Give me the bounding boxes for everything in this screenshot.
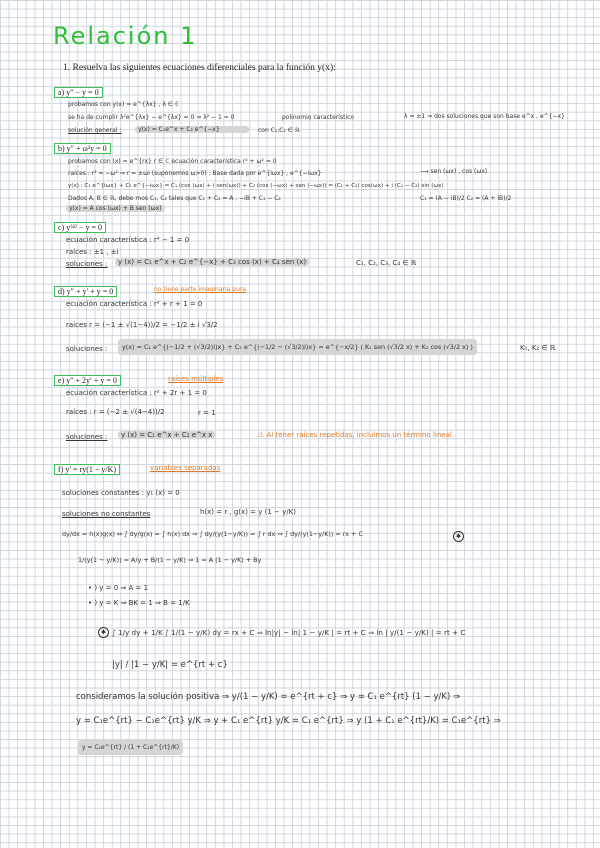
section-d-note: no tiene parte imaginaria pura xyxy=(154,286,247,293)
section-a-line2: se ha de cumplir λ²e^{λx} − e^{λx} = 0 ⇒ λ² − 1 = 0 xyxy=(68,114,235,121)
section-f-line7: ∫ 1/y dy + 1/K ∫ 1/(1 − y/K) dy = rx + C ⇒ ln|y| − ln| 1 − y/K | = rt + C ⇒ ln | y/(1 − y/K) | = rt + C xyxy=(112,628,466,637)
section-a-general-solution: y(x) = C₁e^x + C₂ e^{−x} xyxy=(135,126,249,133)
star-marker-icon: ✱ xyxy=(98,627,109,638)
page-title: Relación 1 xyxy=(53,22,198,50)
section-b-label: b) y″ + ω²y = 0 xyxy=(54,143,111,154)
section-c-line1: ecuación característica : r⁴ − 1 = 0 xyxy=(66,236,190,244)
section-f-line1: soluciones constantes : y₁ (x) = 0 xyxy=(62,489,180,497)
section-b-line1: probamos con (x) = e^{rx} r ∈ ℂ ecuación característica r² + ω² = 0 xyxy=(68,158,277,165)
section-d-sol-label: soluciones : xyxy=(66,345,108,353)
section-a-label: a) y″ − y = 0 xyxy=(54,87,103,98)
section-f-line2: soluciones no constantes xyxy=(62,510,151,518)
section-f-note: variables separadas xyxy=(150,464,221,472)
section-f-line4: 1/(y(1 − y/K)) = A/y + B/(1 − y/K) ⇒ 1 = A (1 − y/K) + By xyxy=(78,556,262,564)
section-b-constants: C₁ = (A − iB)/2 C₂ = (A + iB)/2 xyxy=(420,195,512,202)
section-e-line1: ecuación característica : r² + 2r + 1 = 0 xyxy=(66,389,207,397)
section-a-constants: con C₁,C₂ ∈ ℝ xyxy=(258,127,300,134)
section-e-label: e) y″ + 2y′ + y = 0 xyxy=(54,375,121,386)
section-d-label: d) y″ + y′ + y = 0 xyxy=(54,286,117,297)
section-d-line2: raíces r = (−1 ± √(1−4))/2 = −1/2 ± i √3/2 xyxy=(66,321,218,329)
section-e-root: r = 1 xyxy=(198,409,216,417)
section-e-note: raíces múltiples xyxy=(168,375,224,383)
section-b-line3: y(x) : C₁ e^{iωx} + C₂ e^{−iωx} = C₁ (cos (ωx) + i sen(ωx)) + C₂ (cos (−ωx) + sen (−ωx)) = (C₁ + C₂) cos(ωx) + i (C₁ − C₂) sin (ωx) xyxy=(68,183,444,189)
section-c-sol-label: soluciones : xyxy=(66,260,108,268)
section-f-line5: • ) y = 0 ⇒ A = 1 xyxy=(88,584,149,592)
section-f-line3: dy/dx = h(x)g(x) ⇔ ∫ dy/g(x) = ∫ h(x) dx ⇒ ∫ dy/(y(1−y/K)) = ∫ r dx ⇒ ∫ dy/(y(1−y/K)) = rx + C xyxy=(62,530,363,538)
problem-statement: 1. Resuelva las siguientes ecuaciones diferenciales para la función y(x): xyxy=(63,63,336,73)
section-c-label: c) y⁽⁴⁾ − y = 0 xyxy=(54,222,106,233)
section-f-line8: |y| / |1 − y/K| = e^{rt + c} xyxy=(112,660,228,670)
section-e-sol-label: soluciones : xyxy=(66,433,108,441)
section-b-solution: y(x) = A cos (ωx) + B sen (ωx) xyxy=(66,205,165,212)
section-a-roots: λ = ±1 ⇒ dos soluciones que son base e^x , e^{−x} xyxy=(404,113,565,120)
section-f-label: f) y′ = ry(1 − y/K) xyxy=(54,464,120,475)
section-d-solution: y(x) = C₁ e^{(−1/2 + (√3/2)i)x} + C₂ e^{(−1/2 − (√3/2)i)x} = e^{−x/2} ( K₁ sen (√3/2 x) + K₂ cos (√3/2 x) ) xyxy=(118,339,477,355)
section-e-warning: ⚠ Al tener raíces repetidas, incluimos un término lineal xyxy=(258,431,452,439)
section-f-final-solution: y = C₁e^{rt} / (1 + C₁e^{rt}/K) xyxy=(78,740,183,755)
section-e-line2: raíces : r = (−2 ± √(4−4))/2 xyxy=(66,408,165,416)
section-d-line1: ecuación característica : r² + r + 1 = 0 xyxy=(66,300,203,308)
section-a-general-label: solución general : xyxy=(68,127,122,134)
section-f-line10: y = C₁e^{rt} − C₁e^{rt} y/K ⇒ y + C₁ e^{rt} y/K = C₁ e^{rt} ⇒ y (1 + C₁ e^{rt}/K) = C₁e^{rt} ⇒ xyxy=(76,716,501,726)
section-d-constants: K₁, K₂ ∈ ℝ xyxy=(520,344,556,352)
section-f-line6: • ) y = K ⇒ BK = 1 ⇒ B = 1/K xyxy=(88,599,190,607)
section-a-char-poly-note: polinomio característico xyxy=(282,114,355,121)
star-marker-icon: ✱ xyxy=(453,531,464,542)
section-f-line9: consideramos la solución positiva ⇒ y/(1 − y/K) = e^{rt + c} ⇒ y = C₁ e^{rt} (1 − y/K) ⇒ xyxy=(76,692,461,702)
section-b-line2: raíces : r² = −ω² ⇒ r = ±ωi (suponemos ω>0) . Base dada por e^{iωx} , e^{−iωx} xyxy=(68,170,322,177)
section-b-real-base: ⟶ sen (ωx) , cos (ωx) xyxy=(420,168,488,175)
section-c-solution: y (x) = C₁ e^x + C₂ e^{−x} + C₃ cos (x) + C₄ sen (x) xyxy=(115,258,309,266)
section-b-line4: Dados A, B ∈ ℝ, debe mos C₁, C₂ tales que C₁ + C₂ = A , −iB + C₁ − C₂ xyxy=(68,195,281,202)
section-c-line2: raíces : ±1 , ±i xyxy=(66,248,119,256)
section-f-hg: h(x) = r , g(x) = y (1 − y/K) xyxy=(200,508,296,516)
section-a-line1: probamos con y(x) = e^{λx} , λ ∈ ℂ xyxy=(68,101,180,108)
section-c-constants: C₁, C₂, C₃, C₄ ∈ ℝ xyxy=(356,259,417,267)
section-e-solution: y (x) = C₁ e^x + C₂ e^x x xyxy=(118,431,215,439)
